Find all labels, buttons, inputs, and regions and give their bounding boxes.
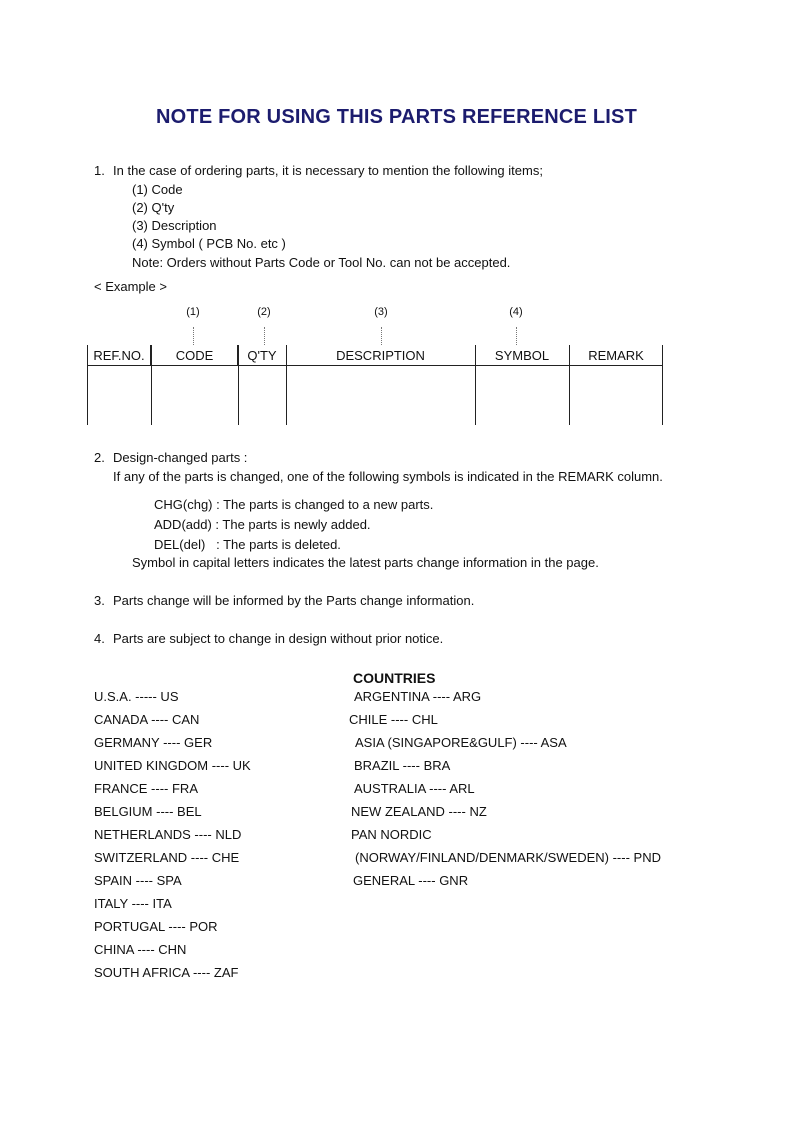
country-left: NETHERLANDS ---- NLD: [94, 827, 242, 842]
example-label: < Example >: [94, 279, 167, 294]
country-right: NEW ZEALAND ---- NZ: [351, 804, 487, 819]
country-right: AUSTRALIA ---- ARL: [354, 781, 475, 796]
countries-title: COUNTRIES: [353, 670, 436, 686]
section-2-title: Design-changed parts :: [113, 450, 248, 465]
country-right: (NORWAY/FINLAND/DENMARK/SWEDEN) ---- PND: [355, 850, 661, 865]
marker-1: (1): [186, 306, 200, 318]
section-1-item: (3) Description: [132, 218, 217, 233]
table-header-refno: REF.NO.: [93, 348, 145, 363]
section-2-footer: Symbol in capital letters indicates the latest parts change information in the page.: [132, 555, 599, 570]
country-left: SWITZERLAND ---- CHE: [94, 850, 240, 865]
section-1-item: (4) Symbol ( PCB No. etc ): [132, 236, 286, 251]
country-left: U.S.A. ----- US: [94, 689, 179, 704]
marker-tick: [193, 327, 194, 345]
section-3-text: Parts change will be informed by the Parts change information.: [113, 593, 475, 608]
section-1-item: (2) Q'ty: [132, 200, 175, 215]
table-header-rule: [87, 365, 663, 366]
section-4-number: 4.: [94, 631, 105, 646]
country-left: UNITED KINGDOM ---- UK: [94, 758, 251, 773]
page-title: NOTE FOR USING THIS PARTS REFERENCE LIST: [156, 106, 637, 128]
symbol-del: DEL(del) : The parts is deleted.: [154, 537, 341, 552]
section-1-item: (1) Code: [132, 182, 183, 197]
table-header-description: DESCRIPTION: [336, 348, 425, 363]
marker-tick: [381, 327, 382, 345]
country-right: ASIA (SINGAPORE&GULF) ---- ASA: [355, 735, 567, 750]
country-left: ITALY ---- ITA: [94, 896, 172, 911]
marker-2: (2): [257, 306, 271, 318]
country-right: GENERAL ---- GNR: [353, 873, 469, 888]
section-3-number: 3.: [94, 593, 105, 608]
table-header-remark: REMARK: [588, 348, 644, 363]
marker-tick: [264, 327, 265, 345]
marker-4: (4): [509, 306, 523, 318]
country-right: CHILE ---- CHL: [349, 712, 438, 727]
country-left: PORTUGAL ---- POR: [94, 919, 218, 934]
section-1-note: Note: Orders without Parts Code or Tool No. can not be accepted.: [132, 255, 511, 270]
country-left: SOUTH AFRICA ---- ZAF: [94, 965, 239, 980]
table-header-symbol: SYMBOL: [494, 348, 550, 363]
section-2-number: 2.: [94, 450, 105, 465]
table-header-code: CODE: [175, 348, 214, 363]
marker-3: (3): [374, 306, 388, 318]
country-right: ARGENTINA ---- ARG: [354, 689, 482, 704]
country-left: FRANCE ---- FRA: [94, 781, 198, 796]
section-4-text: Parts are subject to change in design without prior notice.: [113, 631, 444, 646]
country-left: BELGIUM ---- BEL: [94, 804, 202, 819]
symbol-chg: CHG(chg) : The parts is changed to a new parts.: [154, 497, 434, 512]
country-left: SPAIN ---- SPA: [94, 873, 182, 888]
marker-tick: [516, 327, 517, 345]
country-left: CHINA ---- CHN: [94, 942, 187, 957]
country-right: BRAZIL ---- BRA: [354, 758, 451, 773]
country-left: CANADA ---- CAN: [94, 712, 200, 727]
section-1-number: 1.: [94, 163, 105, 178]
symbol-add: ADD(add) : The parts is newly added.: [154, 517, 371, 532]
example-parts-table: [87, 345, 663, 425]
section-2-intro: If any of the parts is changed, one of the following symbols is indicated in the REMARK column.: [113, 469, 663, 484]
country-right: PAN NORDIC: [351, 827, 432, 842]
table-header-qty: Q'TY: [247, 348, 277, 363]
section-1-intro: In the case of ordering parts, it is necessary to mention the following items;: [113, 163, 543, 178]
country-left: GERMANY ---- GER: [94, 735, 213, 750]
